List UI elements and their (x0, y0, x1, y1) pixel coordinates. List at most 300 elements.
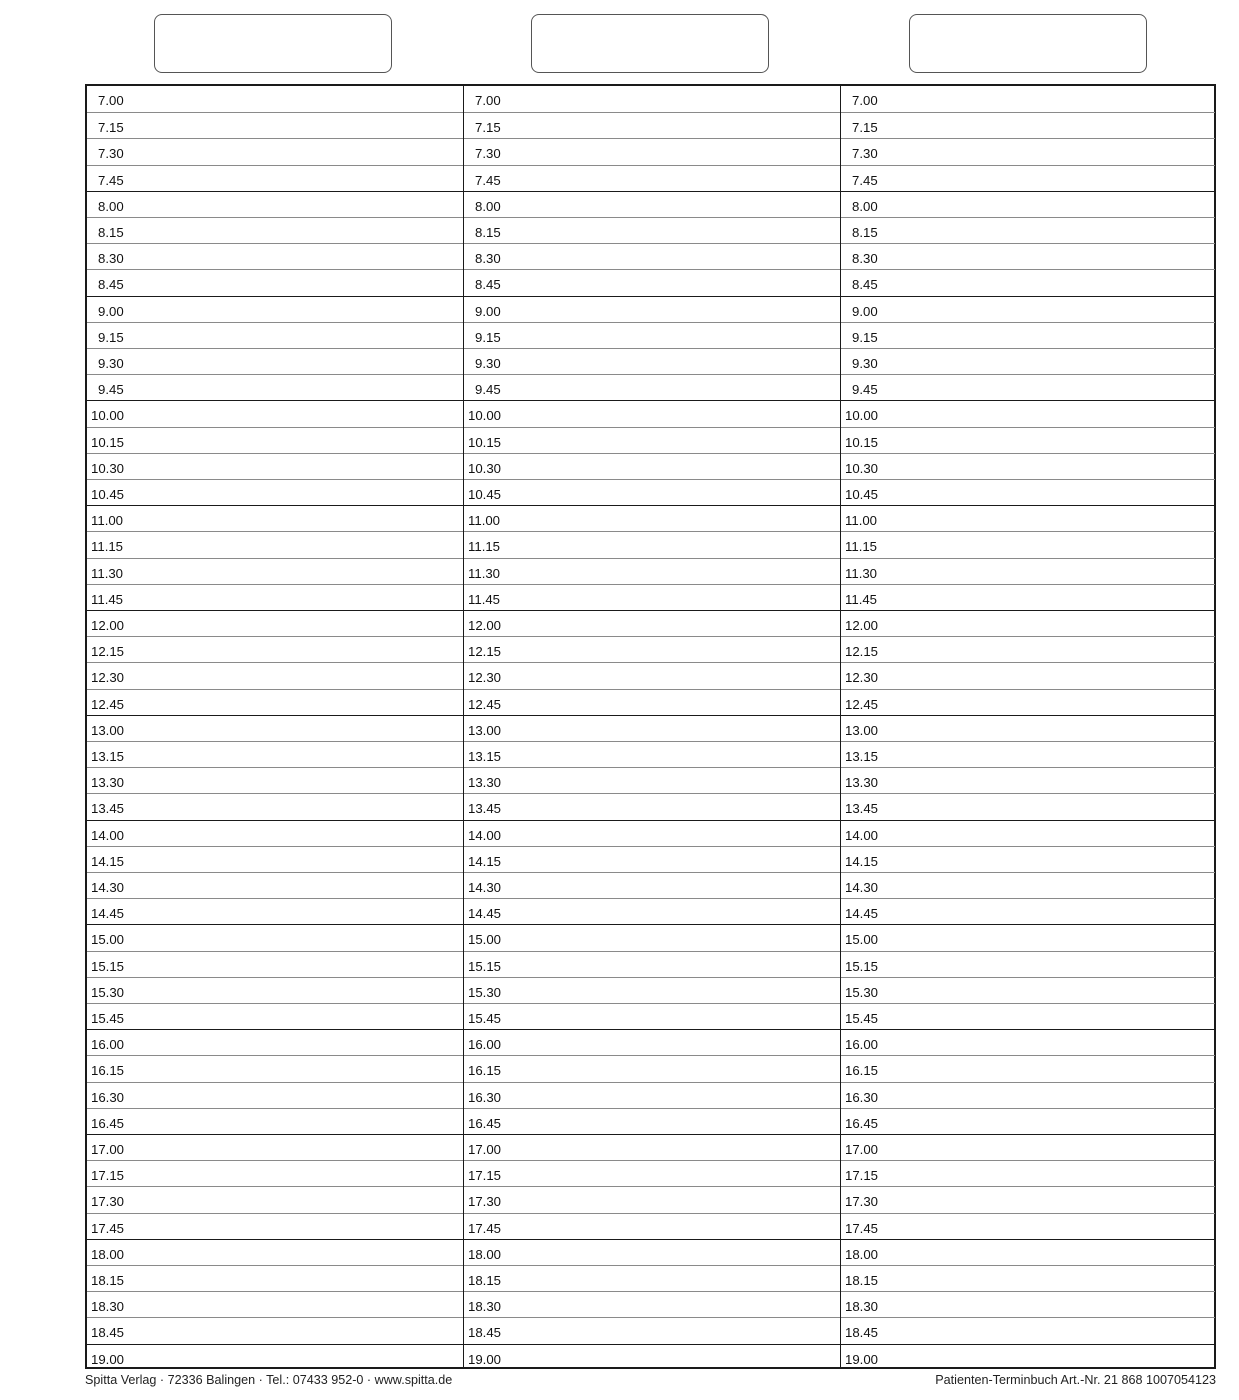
time-slot[interactable] (87, 138, 463, 164)
time-slot[interactable] (87, 1265, 463, 1291)
time-label: 8.45 (475, 277, 501, 293)
time-label: 12.00 (91, 618, 125, 633)
time-slot[interactable] (464, 453, 841, 479)
time-slot[interactable] (841, 138, 1215, 164)
time-label: 11.45 (845, 591, 878, 607)
time-slot[interactable] (464, 662, 841, 688)
time-label: 7.15 (98, 120, 124, 136)
time-label: 14.30 (845, 880, 879, 895)
time-slot[interactable] (841, 1344, 1215, 1367)
time-label: 17.15 (845, 1168, 879, 1184)
time-label: 11.15 (91, 539, 124, 555)
time-slot[interactable] (841, 479, 1215, 505)
time-label: 16.30 (468, 1089, 502, 1105)
time-label: 9.30 (98, 356, 124, 371)
time-label: 17.15 (468, 1168, 502, 1184)
time-slot[interactable] (464, 558, 841, 584)
time-slot[interactable] (841, 217, 1215, 243)
time-label: 19.00 (468, 1351, 502, 1367)
time-label: 12.15 (845, 644, 879, 660)
time-slot[interactable] (87, 505, 463, 531)
time-slot[interactable] (841, 165, 1215, 191)
time-label: 16.00 (468, 1037, 502, 1053)
time-slot[interactable] (464, 793, 841, 819)
time-slot[interactable] (841, 112, 1215, 138)
time-slot[interactable] (87, 374, 463, 400)
time-label: 18.30 (468, 1299, 502, 1315)
appointment-grid (85, 84, 1216, 1369)
time-label: 16.15 (845, 1063, 879, 1079)
time-slot[interactable] (841, 951, 1215, 977)
time-label: 13.15 (468, 749, 502, 764)
time-slot[interactable] (87, 662, 463, 688)
time-slot[interactable] (841, 820, 1215, 846)
time-label: 13.00 (468, 722, 502, 738)
time-slot[interactable] (841, 767, 1215, 793)
time-slot[interactable] (87, 951, 463, 977)
time-slot[interactable] (841, 531, 1215, 557)
time-label: 12.45 (845, 696, 879, 712)
time-label: 7.30 (852, 146, 878, 162)
time-label: 15.30 (468, 984, 502, 1000)
time-label: 9.15 (98, 329, 124, 345)
time-slot[interactable] (841, 427, 1215, 453)
time-slot[interactable] (841, 1029, 1215, 1055)
time-slot[interactable] (87, 767, 463, 793)
time-label: 17.30 (91, 1194, 125, 1210)
time-slot[interactable] (841, 505, 1215, 531)
time-label: 11.15 (845, 539, 878, 555)
time-slot[interactable] (841, 296, 1215, 322)
time-label: 17.45 (91, 1220, 125, 1236)
time-slot[interactable] (464, 1344, 841, 1367)
time-slot[interactable] (841, 1134, 1215, 1160)
time-label: 18.00 (845, 1246, 879, 1262)
time-slot[interactable] (841, 400, 1215, 426)
time-slot[interactable] (464, 427, 841, 453)
time-slot[interactable] (87, 610, 463, 636)
time-slot[interactable] (87, 1082, 463, 1108)
time-slot[interactable] (87, 689, 463, 715)
time-label: 8.00 (852, 198, 878, 214)
time-label: 11.30 (845, 565, 878, 581)
time-slot[interactable] (87, 741, 463, 767)
time-slot[interactable] (841, 1265, 1215, 1291)
time-slot[interactable] (464, 1029, 841, 1055)
time-slot[interactable] (87, 1344, 463, 1367)
time-slot[interactable] (841, 558, 1215, 584)
time-label: 15.15 (845, 958, 879, 974)
time-slot[interactable] (87, 558, 463, 584)
time-label: 15.00 (468, 932, 502, 948)
time-label: 13.00 (845, 722, 879, 738)
time-slot[interactable] (841, 1108, 1215, 1134)
time-label: 18.15 (468, 1273, 502, 1288)
time-label: 12.45 (468, 696, 502, 712)
time-slot[interactable] (464, 531, 841, 557)
time-slot[interactable] (87, 86, 463, 112)
time-label: 9.00 (852, 303, 878, 319)
time-slot[interactable] (464, 1082, 841, 1108)
time-slot[interactable] (841, 1291, 1215, 1317)
time-label: 9.30 (475, 356, 501, 371)
time-label: 7.15 (475, 120, 501, 136)
time-slot[interactable] (841, 1317, 1215, 1343)
time-label: 14.45 (91, 906, 125, 922)
time-label: 18.00 (91, 1246, 125, 1262)
product-info: Patienten-Terminbuch Art.-Nr. 21 868 1007054123 (935, 1373, 1216, 1387)
time-slot[interactable] (841, 924, 1215, 950)
time-slot[interactable] (87, 531, 463, 557)
time-label: 15.45 (91, 1011, 125, 1026)
time-label: 13.15 (91, 749, 125, 764)
time-slot[interactable] (87, 1160, 463, 1186)
time-label: 12.00 (845, 618, 879, 633)
time-slot[interactable] (464, 872, 841, 898)
time-slot[interactable] (464, 1317, 841, 1343)
time-slot[interactable] (464, 767, 841, 793)
time-label: 16.45 (91, 1115, 125, 1131)
time-slot[interactable] (87, 1108, 463, 1134)
time-slot[interactable] (464, 1160, 841, 1186)
time-label: 11.45 (91, 591, 124, 607)
time-label: 11.30 (468, 565, 501, 581)
time-slot[interactable] (87, 872, 463, 898)
time-slot[interactable] (841, 846, 1215, 872)
time-slot[interactable] (87, 715, 463, 741)
time-slot[interactable] (464, 951, 841, 977)
time-label: 13.00 (91, 722, 125, 738)
time-slot[interactable] (464, 898, 841, 924)
time-slot[interactable] (87, 243, 463, 269)
time-slot[interactable] (841, 872, 1215, 898)
time-slot[interactable] (464, 505, 841, 531)
time-slot[interactable] (87, 427, 463, 453)
time-label: 15.45 (845, 1011, 879, 1026)
time-slot[interactable] (464, 1213, 841, 1239)
time-label: 7.45 (98, 172, 124, 188)
time-slot[interactable] (87, 898, 463, 924)
publisher-info: Spitta Verlag · 72336 Balingen · Tel.: 07433 952-0 · www.spitta.de (85, 1373, 453, 1387)
time-label: 8.30 (475, 251, 501, 267)
time-label: 18.30 (845, 1299, 879, 1315)
time-slot[interactable] (464, 296, 841, 322)
time-slot[interactable] (87, 846, 463, 872)
time-label: 10.15 (91, 434, 125, 450)
time-label: 16.30 (845, 1089, 879, 1105)
time-label: 15.45 (468, 1011, 502, 1026)
time-label: 11.15 (468, 539, 501, 555)
time-label: 14.15 (91, 853, 125, 869)
time-slot[interactable] (841, 584, 1215, 610)
time-slot[interactable] (841, 1160, 1215, 1186)
time-slot[interactable] (464, 1291, 841, 1317)
time-label: 8.15 (98, 225, 124, 240)
time-slot[interactable] (841, 1082, 1215, 1108)
time-label: 17.00 (468, 1142, 502, 1157)
time-slot[interactable] (464, 243, 841, 269)
time-slot[interactable] (841, 453, 1215, 479)
time-slot[interactable] (464, 400, 841, 426)
time-label: 14.15 (468, 853, 502, 869)
time-label: 8.00 (475, 198, 501, 214)
day-column-2 (463, 86, 841, 1367)
time-label: 16.45 (468, 1115, 502, 1131)
time-label: 8.45 (852, 277, 878, 293)
day-column-3 (840, 86, 1215, 1367)
time-slot[interactable] (464, 1003, 841, 1029)
time-label: 15.15 (468, 958, 502, 974)
time-label: 10.45 (468, 487, 502, 502)
time-slot[interactable] (87, 1055, 463, 1081)
time-label: 12.00 (468, 618, 502, 633)
time-label: 12.45 (91, 696, 125, 712)
time-label: 14.45 (845, 906, 879, 922)
time-label: 14.30 (91, 880, 125, 895)
time-slot[interactable] (87, 348, 463, 374)
time-slot[interactable] (464, 86, 841, 112)
day-column-1 (87, 86, 463, 1367)
time-label: 7.45 (475, 172, 501, 188)
time-slot[interactable] (841, 898, 1215, 924)
time-slot[interactable] (87, 479, 463, 505)
time-label: 7.30 (475, 146, 501, 162)
time-slot[interactable] (87, 322, 463, 348)
time-label: 13.15 (845, 749, 879, 764)
time-label: 19.00 (91, 1351, 125, 1367)
time-slot[interactable] (841, 1239, 1215, 1265)
time-slot[interactable] (464, 636, 841, 662)
time-label: 9.15 (475, 329, 501, 345)
time-slot[interactable] (841, 636, 1215, 662)
time-label: 17.00 (845, 1142, 879, 1157)
time-slot[interactable] (87, 793, 463, 819)
time-label: 7.15 (852, 120, 878, 136)
time-slot[interactable] (464, 1055, 841, 1081)
time-label: 18.30 (91, 1299, 125, 1315)
header-box-column-2[interactable] (531, 14, 769, 73)
time-label: 14.45 (468, 906, 502, 922)
time-label: 18.15 (91, 1273, 125, 1288)
time-label: 11.00 (91, 513, 124, 529)
time-label: 10.45 (845, 487, 879, 502)
time-slot[interactable] (464, 1186, 841, 1212)
time-label: 7.00 (852, 93, 878, 108)
time-label: 17.45 (468, 1220, 502, 1236)
time-slot[interactable] (464, 191, 841, 217)
time-slot[interactable] (841, 374, 1215, 400)
time-slot[interactable] (87, 1186, 463, 1212)
time-slot[interactable] (841, 610, 1215, 636)
time-slot[interactable] (841, 689, 1215, 715)
time-label: 10.00 (91, 408, 125, 424)
time-label: 10.45 (91, 487, 125, 502)
time-label: 7.45 (852, 172, 878, 188)
time-label: 9.45 (98, 382, 124, 398)
time-label: 15.30 (91, 984, 125, 1000)
time-slot[interactable] (87, 1003, 463, 1029)
time-label: 7.00 (475, 93, 501, 108)
time-label: 7.30 (98, 146, 124, 162)
time-slot[interactable] (464, 138, 841, 164)
header-box-column-1[interactable] (154, 14, 392, 73)
time-slot[interactable] (841, 86, 1215, 112)
time-slot[interactable] (841, 793, 1215, 819)
time-slot[interactable] (464, 217, 841, 243)
time-slot[interactable] (87, 924, 463, 950)
time-slot[interactable] (464, 165, 841, 191)
time-label: 10.15 (845, 434, 879, 450)
time-slot[interactable] (464, 322, 841, 348)
time-label: 9.00 (98, 303, 124, 319)
time-slot[interactable] (87, 977, 463, 1003)
time-slot[interactable] (87, 1317, 463, 1343)
time-slot[interactable] (841, 1213, 1215, 1239)
header-box-column-3[interactable] (909, 14, 1147, 73)
time-slot[interactable] (841, 1003, 1215, 1029)
time-label: 8.45 (98, 277, 124, 293)
time-slot[interactable] (464, 715, 841, 741)
time-slot[interactable] (464, 610, 841, 636)
time-label: 19.00 (845, 1351, 879, 1367)
time-label: 9.00 (475, 303, 501, 319)
time-slot[interactable] (87, 269, 463, 295)
time-slot[interactable] (87, 1213, 463, 1239)
time-slot[interactable] (464, 977, 841, 1003)
time-slot[interactable] (87, 1291, 463, 1317)
time-slot[interactable] (87, 112, 463, 138)
time-label: 8.00 (98, 198, 124, 214)
time-label: 15.00 (845, 932, 879, 948)
time-label: 10.30 (468, 460, 502, 476)
time-label: 17.15 (91, 1168, 125, 1184)
time-slot[interactable] (87, 1029, 463, 1055)
time-label: 10.00 (468, 408, 502, 424)
time-slot[interactable] (841, 715, 1215, 741)
time-label: 13.45 (91, 801, 125, 817)
time-slot[interactable] (87, 217, 463, 243)
time-slot[interactable] (841, 977, 1215, 1003)
time-label: 13.30 (468, 775, 502, 791)
time-label: 9.15 (852, 329, 878, 345)
time-label: 16.15 (468, 1063, 502, 1079)
time-label: 11.45 (468, 591, 501, 607)
time-slot[interactable] (841, 741, 1215, 767)
time-label: 18.15 (845, 1273, 879, 1288)
time-label: 17.45 (845, 1220, 879, 1236)
time-slot[interactable] (841, 662, 1215, 688)
time-label: 11.00 (845, 513, 878, 529)
time-label: 12.30 (91, 670, 125, 686)
time-slot[interactable] (841, 191, 1215, 217)
time-label: 14.30 (468, 880, 502, 895)
time-slot[interactable] (464, 741, 841, 767)
time-slot[interactable] (464, 820, 841, 846)
time-slot[interactable] (87, 453, 463, 479)
time-slot[interactable] (464, 374, 841, 400)
time-label: 18.45 (845, 1325, 879, 1341)
time-label: 14.15 (845, 853, 879, 869)
time-slot[interactable] (841, 269, 1215, 295)
time-slot[interactable] (464, 1265, 841, 1291)
time-label: 17.00 (91, 1142, 125, 1157)
time-slot[interactable] (87, 820, 463, 846)
time-label: 13.30 (91, 775, 125, 791)
time-label: 12.30 (468, 670, 502, 686)
time-slot[interactable] (464, 846, 841, 872)
time-label: 16.30 (91, 1089, 125, 1105)
time-slot[interactable] (87, 191, 463, 217)
time-slot[interactable] (464, 584, 841, 610)
time-label: 18.00 (468, 1246, 502, 1262)
time-label: 16.15 (91, 1063, 125, 1079)
time-label: 13.45 (468, 801, 502, 817)
time-slot[interactable] (87, 1134, 463, 1160)
time-slot[interactable] (464, 269, 841, 295)
time-label: 11.30 (91, 565, 124, 581)
time-slot[interactable] (464, 1108, 841, 1134)
time-slot[interactable] (87, 636, 463, 662)
time-slot[interactable] (841, 1055, 1215, 1081)
time-label: 10.30 (845, 460, 879, 476)
time-label: 12.30 (845, 670, 879, 686)
time-label: 12.15 (91, 644, 125, 660)
time-label: 16.00 (845, 1037, 879, 1053)
time-label: 14.00 (468, 827, 502, 843)
time-label: 16.45 (845, 1115, 879, 1131)
time-slot[interactable] (464, 924, 841, 950)
time-slot[interactable] (87, 584, 463, 610)
time-slot[interactable] (87, 165, 463, 191)
time-label: 15.15 (91, 958, 125, 974)
time-slot[interactable] (464, 1239, 841, 1265)
time-label: 17.30 (468, 1194, 502, 1210)
time-label: 15.00 (91, 932, 125, 948)
time-slot[interactable] (464, 112, 841, 138)
time-slot[interactable] (464, 1134, 841, 1160)
time-label: 16.00 (91, 1037, 125, 1053)
time-label: 8.15 (475, 225, 501, 240)
time-label: 14.00 (91, 827, 125, 843)
time-label: 18.45 (468, 1325, 502, 1341)
time-label: 12.15 (468, 644, 502, 660)
time-label: 7.00 (98, 93, 124, 108)
time-slot[interactable] (87, 296, 463, 322)
time-label: 14.00 (845, 827, 879, 843)
time-label: 11.00 (468, 513, 501, 529)
time-label: 13.45 (845, 801, 879, 817)
time-label: 8.30 (98, 251, 124, 267)
time-slot[interactable] (841, 1186, 1215, 1212)
time-slot[interactable] (87, 1239, 463, 1265)
time-label: 18.45 (91, 1325, 125, 1341)
time-slot[interactable] (464, 479, 841, 505)
time-label: 13.30 (845, 775, 879, 791)
time-label: 9.30 (852, 356, 878, 371)
time-label: 10.00 (845, 408, 879, 424)
time-slot[interactable] (841, 243, 1215, 269)
time-slot[interactable] (464, 348, 841, 374)
time-label: 8.30 (852, 251, 878, 267)
time-label: 8.15 (852, 225, 878, 240)
time-label: 9.45 (475, 382, 501, 398)
time-label: 15.30 (845, 984, 879, 1000)
time-slot[interactable] (841, 322, 1215, 348)
time-slot[interactable] (464, 689, 841, 715)
time-slot[interactable] (841, 348, 1215, 374)
time-label: 10.15 (468, 434, 502, 450)
time-slot[interactable] (87, 400, 463, 426)
